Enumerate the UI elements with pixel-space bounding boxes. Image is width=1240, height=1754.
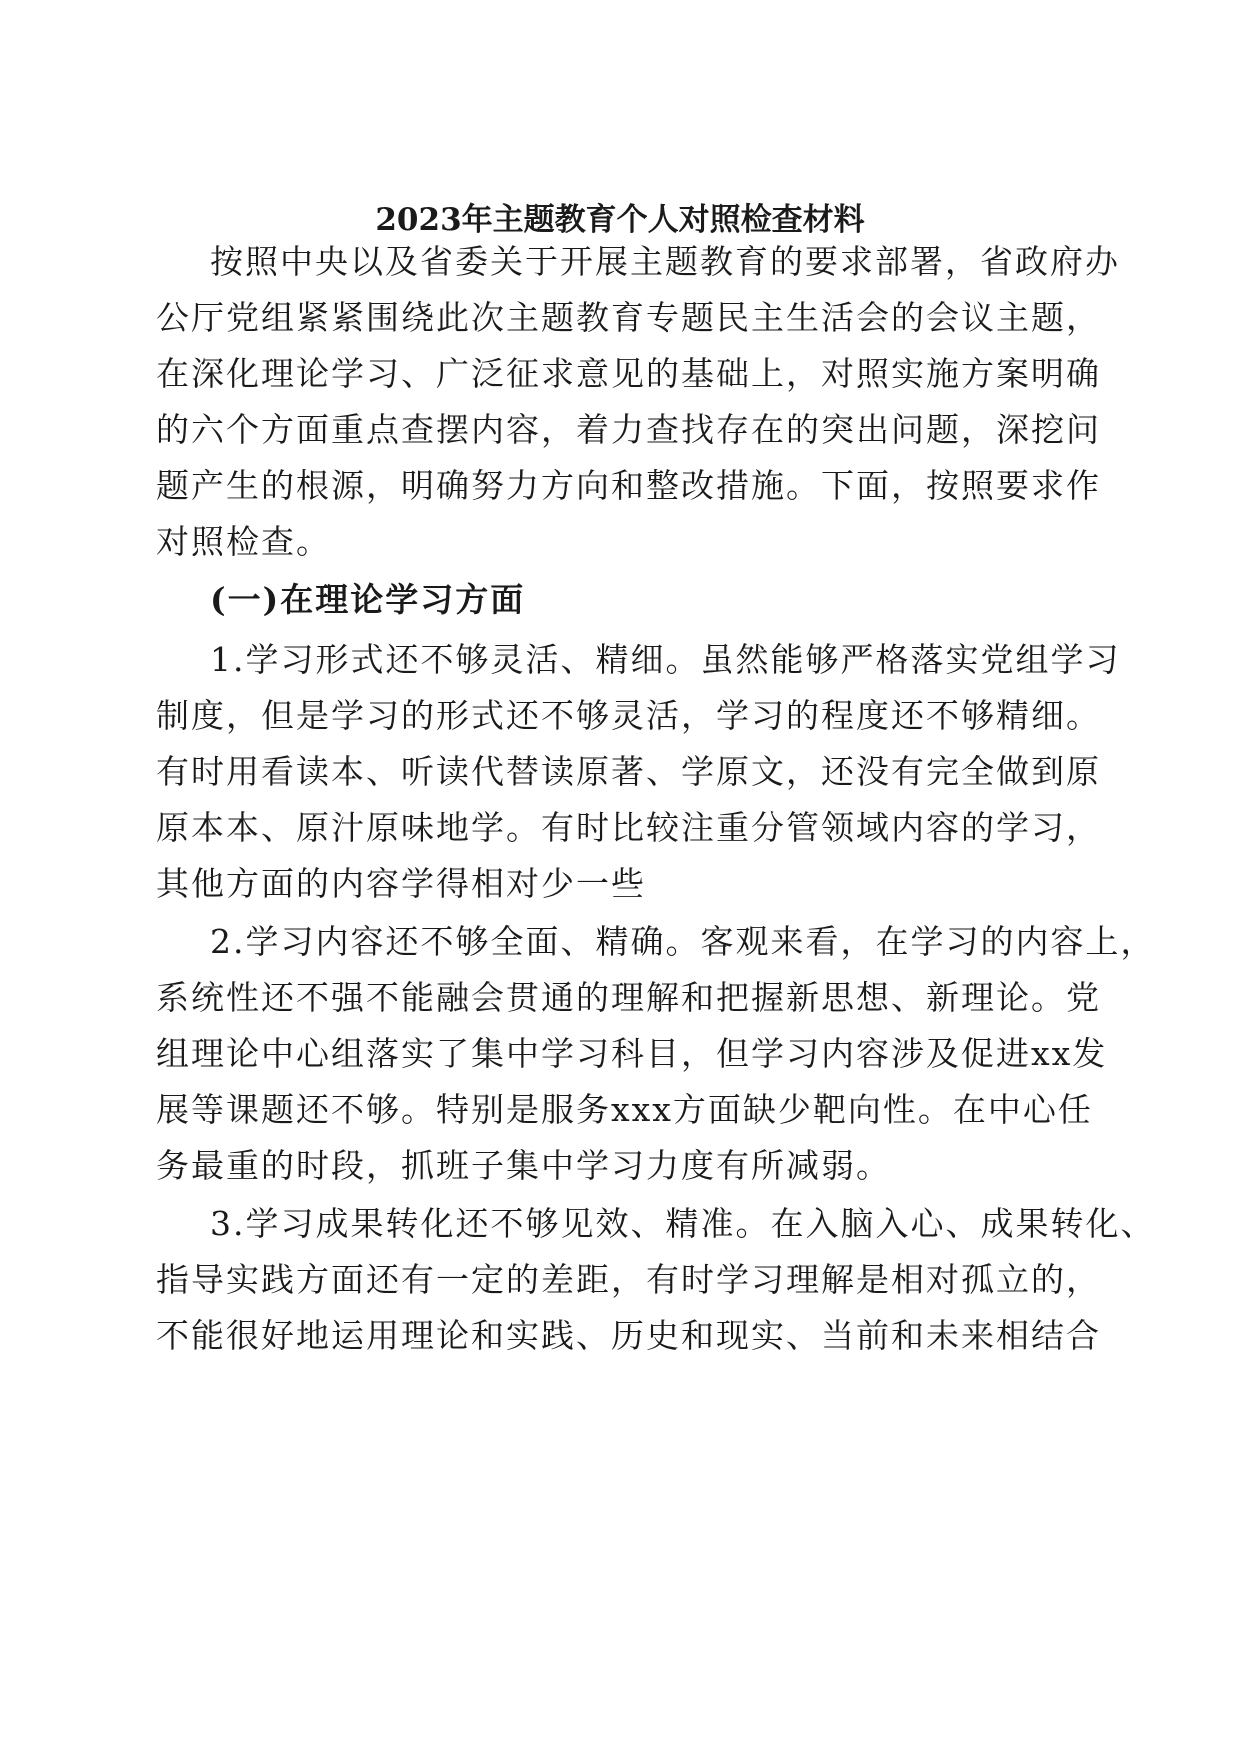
item1-line-4: 原本本、原汁原味地学。有时比较注重分管领域内容的学习， <box>156 808 1101 847</box>
item2-line-3: 组理论中心组落实了集中学习科目，但学习内容涉及促进xx发 <box>156 1034 1108 1073</box>
intro-line-4: 的六个方面重点查摆内容，着力查找存在的突出问题，深挖问 <box>156 410 1101 449</box>
item1-line-1: 1.学习形式还不够灵活、精细。虽然能够严格落实党组学习 <box>210 640 1121 679</box>
item1-line-5: 其他方面的内容学得相对少一些 <box>156 864 646 903</box>
intro-line-5: 题产生的根源，明确努力方向和整改措施。下面，按照要求作 <box>156 466 1101 505</box>
intro-line-3: 在深化理论学习、广泛征求意见的基础上，对照实施方案明确 <box>156 354 1101 393</box>
intro-line-2: 公厅党组紧紧围绕此次主题教育专题民主生活会的会议主题， <box>156 298 1101 337</box>
item2-line-4: 展等课题还不够。特别是服务xxx方面缺少靶向性。在中心任 <box>156 1090 1093 1129</box>
item2-line-1: 2.学习内容还不够全面、精确。客观来看，在学习的内容上， <box>210 922 1156 961</box>
item1-line-3: 有时用看读本、听读代替读原著、学原文，还没有完全做到原 <box>156 752 1101 791</box>
item3-line-3: 不能很好地运用理论和实践、历史和现实、当前和未来相结合 <box>156 1316 1101 1355</box>
item3-line-2: 指导实践方面还有一定的差距，有时学习理解是相对孤立的， <box>156 1260 1101 1299</box>
intro-line-6: 对照检查。 <box>156 522 331 561</box>
item3-line-1: 3.学习成果转化还不够见效、精准。在入脑入心、成果转化、 <box>210 1204 1156 1243</box>
section-heading: (一)在理论学习方面 <box>210 580 526 619</box>
intro-line-1: 按照中央以及省委关于开展主题教育的要求部署，省政府办 <box>210 242 1120 281</box>
item2-line-5: 务最重的时段，抓班子集中学习力度有所减弱。 <box>156 1146 891 1185</box>
item2-line-2: 系统性还不强不能融会贯通的理解和把握新思想、新理论。党 <box>156 978 1101 1017</box>
item1-line-2: 制度，但是学习的形式还不够灵活，学习的程度还不够精细。 <box>156 696 1101 735</box>
document-title: 2023年主题教育个人对照检查材料 <box>375 202 865 238</box>
